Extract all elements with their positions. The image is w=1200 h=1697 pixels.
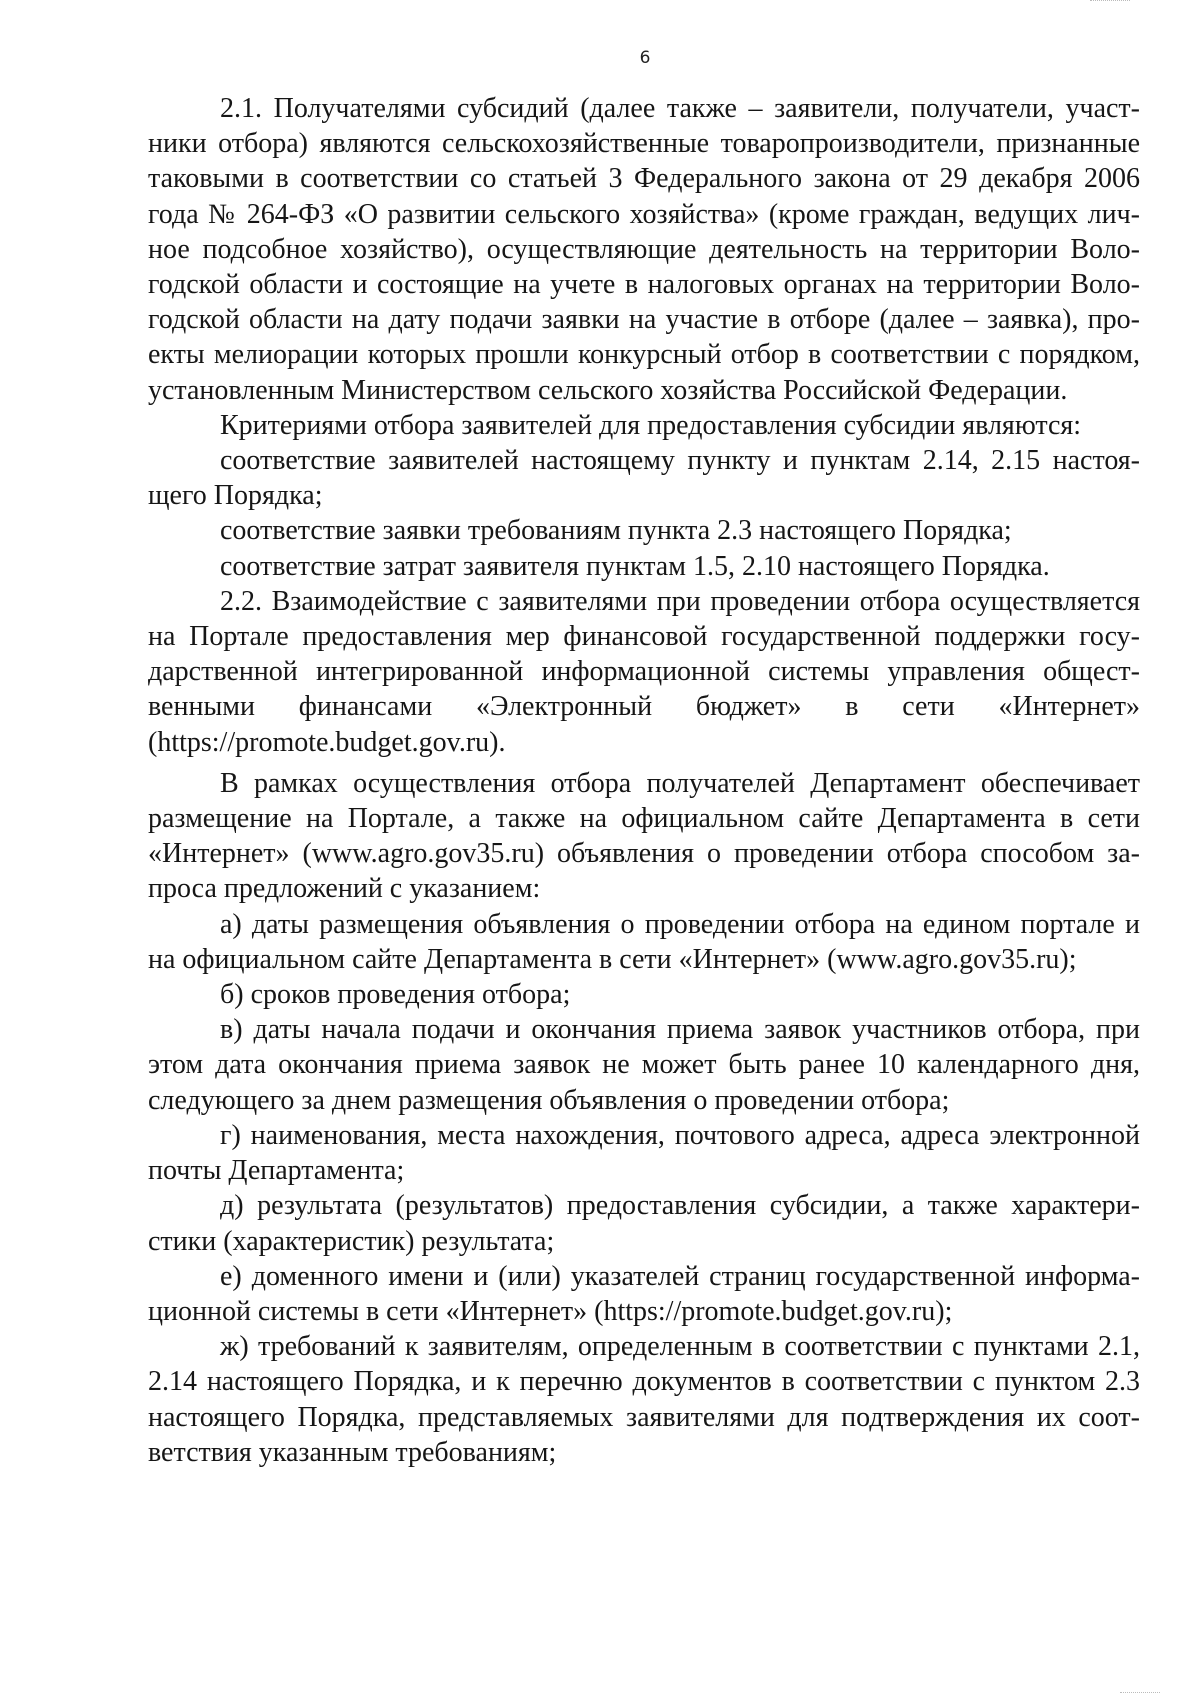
list-item-d: д) результата (результатов) предоставления субсидии, а также характеристики (характеристик) результата; — [148, 1190, 1140, 1257]
paragraph-2-1: 2.1. Получателями субсидий (далее также – заявители, получатели, участники отбора) являются сельскохозяйственные товаропроизводители, признанные таковыми в соответствии со статьей 3 Федерального закона от 29 декабря 2006 года № 264-ФЗ «О развитии сельского хозяйства» (кроме граждан, ведущих личное подсобное хозяйство), осуществляющие деятельность на территории Вологодской области и состоящие на учете в налоговых органах на территории Вологодской области на дату подачи заявки на участие в отборе (далее – заявка), проекты мелиорации которых прошли конкурсный отбор в соответствии с порядком, установленным Министерством сельского хозяйства Российской Федерации. — [148, 93, 1140, 406]
list-item-a: а) даты размещения объявления о проведении отбора на едином портале и на официальном сайте Департамента в сети «Интернет» (www.agro.gov35.ru); — [148, 908, 1140, 975]
paragraph-criteria-1: соответствие заявителей настоящему пункту и пунктам 2.14, 2.15 настоящего Порядка; — [148, 445, 1140, 512]
paragraph-2-2: 2.2. Взаимодействие с заявителями при проведении отбора осуществляется на Портале предоставления мер финансовой государственной поддержки государственной интегрированной информационной системы управления общественными финансами «Электронный бюджет» в сети «Интернет» (https://promote.budget.gov.ru). — [148, 585, 1140, 758]
list-item-zh: ж) требований к заявителям, определенным в соответствии с пунктами 2.1, 2.14 настоящего Порядка, и к перечню документов в соответствии с пунктом 2.3 настоящего Порядка, представляемых заявителями для подтверждения их соответствия указанным требованиям; — [148, 1331, 1140, 1468]
paragraph-criteria-2: соответствие заявки требованиям пункта 2.3 настоящего Порядка; — [220, 515, 1012, 547]
scan-artifact-bottom — [1120, 1688, 1160, 1693]
scan-artifact-top — [1090, 0, 1130, 4]
list-item-b: б) сроков проведения отбора; — [220, 979, 571, 1011]
paragraph-announcement-intro: В рамках осуществления отбора получателей Департамент обеспечивает размещение на Портале, а также на официальном сайте Департамента в сети «Интернет» (www.agro.gov35.ru) объявления о проведении отбора способом запроса предложений с указанием: — [148, 767, 1140, 905]
page-number: 6 — [639, 48, 651, 68]
list-item-g: г) наименования, места нахождения, почтового адреса, адреса электронной почты Департамента; — [148, 1119, 1140, 1187]
list-item-e: е) доменного имени и (или) указателей страниц государственной информационной системы в сети «Интернет» (https://promote.budget.gov.ru); — [148, 1260, 1140, 1327]
list-item-v: в) даты начала подачи и окончания приема заявок участников отбора, при этом дата окончания приема заявок не может быть ранее 10 календарного дня, следующего за днем размещения объявления о проведении отбора; — [148, 1014, 1140, 1116]
paragraph-criteria-3: соответствие затрат заявителя пунктам 1.5, 2.10 настоящего Порядка. — [220, 550, 1050, 582]
paragraph-criteria-intro: Критериями отбора заявителей для предоставления субсидии являются: — [220, 409, 1082, 441]
document-body — [148, 91, 1140, 1470]
